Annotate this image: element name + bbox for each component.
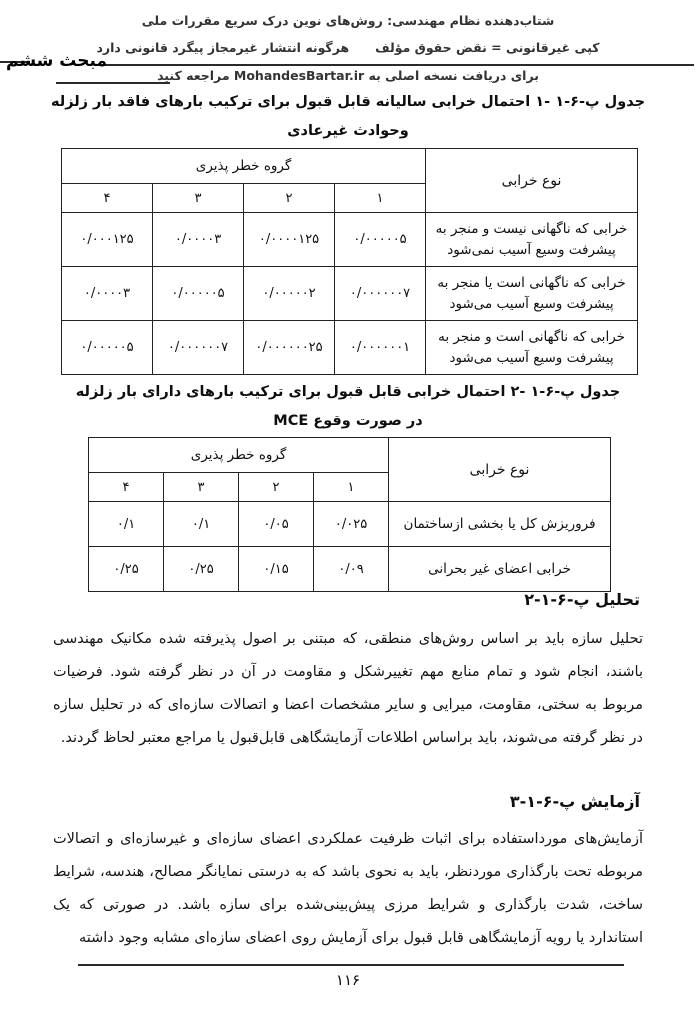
chapter-title: مبحث ششم	[6, 51, 107, 71]
section-heading-analysis	[524, 590, 640, 609]
value-cell: ۰/۰۰۰۰۰۰۱	[335, 321, 426, 375]
table1-caption-line1: جدول پ-۶-۱ -۱ احتمال خرابی سالیانه قابل قبول برای ترکیب بارهای فاقد بار زلزله	[50, 94, 646, 110]
value-cell: ۰/۰۲۵	[314, 502, 389, 547]
table1-col-label: ۲	[244, 184, 335, 213]
watermark-line3: برای دریافت نسخه اصلی به MohandesBartar.ir مراجعه کنید	[157, 68, 539, 83]
table1-type-header: نوع خرابی	[426, 149, 638, 213]
section-title: آزمایش	[580, 792, 640, 811]
table2-group-header: گروه خطر پذیری	[89, 438, 389, 473]
value-cell: ۰/۰۰۰۰۰۵	[62, 321, 153, 375]
table2-col-label: ۳	[164, 473, 239, 502]
value-cell: ۰/۰۰۰۰۰۰۲۵	[244, 321, 335, 375]
header-rule-main	[102, 64, 694, 66]
section-number: پ-۶-۱-۳	[509, 792, 576, 811]
value-cell: ۰/۰۰۰۰۰۰۷	[335, 267, 426, 321]
table2-caption-line2: در صورت وقوع MCE	[273, 413, 423, 429]
table2-caption	[0, 378, 696, 436]
value-cell: ۰/۱۵	[239, 547, 314, 592]
value-cell: ۰/۱	[89, 502, 164, 547]
table1-col-label: ۱	[335, 184, 426, 213]
table-row	[62, 267, 638, 321]
table1-col-label: ۴	[62, 184, 153, 213]
testing-paragraph: آزمایش‌های مورداستفاده برای اثبات ظرفیت عملکردی اعضای سازه‌ای و غیرسازه‌ای و اتصالات مربوطه تحت بارگذاری موردنظر، باید به نحوی باشد که به درستی نمایانگر مصالح، هندسه، شرایط ساخت، شدت بارگذاری و شرایط مرزی پیش‌بینی‌شده برای سازه باشد. در صورتی که یک استاندارد یا رویه آزمایشگاهی قابل قبول برای آزمایش روی اعضای سازه‌ای مشابه وجود داشته	[53, 831, 643, 946]
value-cell: ۰/۰۰۰۰۱۲۵	[244, 213, 335, 267]
watermark-line1: شتاب‌دهنده نظام مهندسی: روش‌های نوین درک سریع مقررات ملی	[141, 13, 555, 28]
table2-header-row	[89, 438, 611, 473]
table-row	[62, 213, 638, 267]
failure-type-cell: خرابی که ناگهانی است یا منجر به پیشرفت وسیع آسیب می‌شود	[426, 267, 638, 321]
value-cell: ۰/۲۵	[89, 547, 164, 592]
table1-caption-line2: وحوادث غیرعادی	[287, 123, 409, 139]
value-cell: ۰/۰۰۰۰۳	[62, 267, 153, 321]
section-heading-testing	[510, 792, 640, 811]
table-row	[89, 502, 611, 547]
table2-mce-failure-probability	[88, 437, 611, 592]
value-cell: ۰/۰۰۰۰۰۵	[153, 267, 244, 321]
failure-type-cell: خرابی که ناگهانی نیست و منجر به پیشرفت وسیع آسیب نمی‌شود	[426, 213, 638, 267]
section-title: تحلیل	[595, 590, 640, 609]
value-cell: ۰/۰۰۰۰۰۵	[335, 213, 426, 267]
value-cell: ۰/۰۹	[314, 547, 389, 592]
table2-col-label: ۱	[314, 473, 389, 502]
failure-type-cell: فروریزش کل یا بخشی ازساختمان	[389, 502, 611, 547]
table2-type-header: نوع خرابی	[389, 438, 611, 502]
table2-caption-line1: جدول پ-۶-۱ -۲ احتمال خرابی قابل قبول برای ترکیب بارهای دارای بار زلزله	[75, 384, 621, 400]
value-cell: ۰/۰۰۰۰۰۰۷	[153, 321, 244, 375]
table2-col-label: ۲	[239, 473, 314, 502]
watermark-warning-text: هرگونه انتشار غیرمجاز پیگرد قانونی دارد	[96, 40, 350, 55]
watermark-copyright-text: کپی غیرقانونی = نقض حقوق مؤلف	[375, 40, 600, 55]
section-number: پ-۶-۱-۲	[524, 590, 590, 609]
table2-col-label: ۴	[89, 473, 164, 502]
page-number: ۱۱۶	[335, 971, 361, 989]
failure-type-cell: خرابی که ناگهانی است و منجر به پیشرفت وسیع آسیب می‌شود	[426, 321, 638, 375]
table-row	[62, 321, 638, 375]
table1-col-label: ۳	[153, 184, 244, 213]
failure-type-cell: خرابی اعضای غیر بحرانی	[389, 547, 611, 592]
value-cell: ۰/۰۰۰۱۲۵	[62, 213, 153, 267]
analysis-paragraph: تحلیل سازه باید بر اساس روش‌های منطقی، که مبتنی بر اصول پذیرفته شده مکانیک مهندسی باشند، انجام شود و تمام منابع مهم تغییرشکل و مقاومت در آن در نظر گرفته شود. فرضیات مربوط به سختی، مقاومت، میرایی و سایر مشخصات اعضا و اتصالات سازه‌ای که در تحلیل سازه در نظر گرفته می‌شوند، باید براساس اطلاعات آزمایشگاهی قابل‌قبول یا مراجع معتبر لحاظ گردند.	[53, 631, 643, 746]
value-cell: ۰/۲۵	[164, 547, 239, 592]
table1-group-header: گروه خطر پذیری	[62, 149, 426, 184]
table1-header-row	[62, 149, 638, 184]
value-cell: ۰/۱	[164, 502, 239, 547]
value-cell: ۰/۰۰۰۰۳	[153, 213, 244, 267]
table-row	[89, 547, 611, 592]
value-cell: ۰/۰۰۰۰۰۲	[244, 267, 335, 321]
value-cell: ۰/۰۵	[239, 502, 314, 547]
table1-annual-failure-probability	[61, 148, 638, 375]
footer-rule	[78, 964, 624, 966]
table1-caption	[0, 88, 696, 146]
